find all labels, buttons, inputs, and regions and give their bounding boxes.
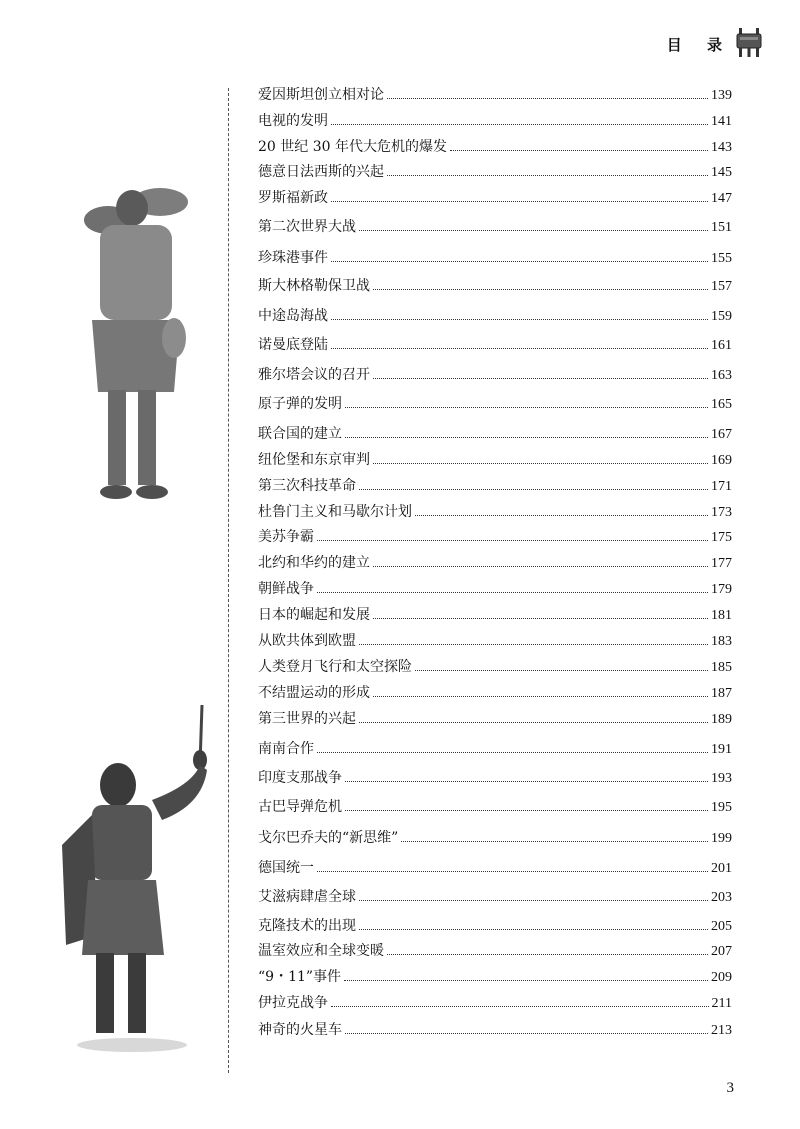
toc-entry[interactable] [258,994,732,1012]
toc-leader-dots [401,841,708,842]
toc-leader-dots [345,810,708,811]
toc-entry-page: 177 [711,556,732,571]
toc-leader-dots [345,781,708,782]
toc-leader-dots [373,289,708,290]
toc-entry-title: 雅尔塔会议的召开 [258,367,370,383]
toc-entry[interactable] [258,740,732,758]
toc-leader-dots [359,644,708,645]
toc-entry-title: “9・11”事件 [258,969,342,985]
toc-entry-page: 189 [711,712,732,727]
toc-entry-title: 德国统一 [258,860,314,876]
toc-leader-dots [317,540,708,541]
toc-leader-dots [373,463,708,464]
emperor-bronze-statue-image [52,705,212,1055]
toc-entry-page: 195 [711,800,732,815]
toc-leader-dots [345,407,708,408]
toc-entry[interactable] [258,1021,732,1039]
toc-entry-page: 175 [711,530,732,545]
toc-entry-title: 朝鲜战争 [258,581,314,597]
toc-entry-title: 艾滋病肆虐全球 [258,889,356,905]
toc-entry-title: 爱因斯坦创立相对论 [258,87,384,103]
toc-entry-page: 173 [711,505,732,520]
toc-leader-dots [317,752,708,753]
toc-entry-page: 145 [711,165,732,180]
toc-entry-title: 原子弹的发明 [258,396,342,412]
toc-entry-page: 207 [711,944,732,959]
toc-entry-title: 德意日法西斯的兴起 [258,164,384,180]
toc-leader-dots [373,566,708,567]
toc-leader-dots [344,980,708,981]
toc-entry-title: 第二次世界大战 [258,219,356,235]
toc-entry-page: 169 [711,453,732,468]
toc-leader-dots [387,954,708,955]
dashed-divider [228,88,229,1073]
toc-entry-page: 209 [711,970,732,985]
toc-entry[interactable] [258,218,732,236]
toc-entry-page: 147 [711,191,732,206]
toc-leader-dots [331,348,708,349]
toc-entry[interactable] [258,888,732,906]
toc-entry-title: 克隆技术的出现 [258,918,356,934]
toc-entry-title: 不结盟运动的形成 [258,685,370,701]
toc-entry-page: 201 [711,861,732,876]
toc-entry[interactable] [258,189,732,207]
toc-entry[interactable] [258,307,732,325]
toc-entry-page: 159 [711,309,732,324]
toc-entry-page: 187 [711,686,732,701]
toc-leader-dots [450,150,708,151]
toc-entry[interactable] [258,277,732,295]
toc-leader-dots [373,696,708,697]
toc-leader-dots [331,124,708,125]
toc-entry-title: 伊拉克战争 [258,995,328,1011]
toc-entry[interactable] [258,829,732,847]
toc-leader-dots [359,929,708,930]
toc-entry-page: 155 [711,251,732,266]
toc-entry-title: 古巴导弹危机 [258,799,342,815]
toc-entry-page: 205 [711,919,732,934]
toc-entry-page: 171 [711,479,732,494]
toc-entry-title: 日本的崛起和发展 [258,607,370,623]
toc-leader-dots [331,1006,709,1007]
toc-entry-title: 杜鲁门主义和马歇尔计划 [258,504,412,520]
toc-leader-dots [387,98,708,99]
toc-entry[interactable] [258,477,732,495]
toc-entry-title: 20 世纪 30 年代大危机的爆发 [258,139,447,155]
toc-entry-title: 第三次科技革命 [258,478,356,494]
toc-entry-title: 纽伦堡和东京审判 [258,452,370,468]
toc-entry[interactable] [258,112,732,130]
toc-entry-title: 珍珠港事件 [258,250,328,266]
toc-leader-dots [415,670,708,671]
page-header-title: 目 录 [666,36,732,54]
toc-entry-page: 211 [711,996,732,1011]
toc-entry-title: 戈尔巴乔夫的“新思维” [258,830,399,846]
toc-entry[interactable] [258,503,732,521]
toc-entry-page: 185 [711,660,732,675]
toc-leader-dots [373,618,708,619]
toc-entry[interactable] [258,606,732,624]
toc-entry-title: 人类登月飞行和太空探险 [258,659,412,675]
toc-leader-dots [317,592,708,593]
toc-leader-dots [331,319,708,320]
toc-entry-title: 诺曼底登陆 [258,337,328,353]
toc-entry-page: 161 [711,338,732,353]
toc-entry-page: 203 [711,890,732,905]
toc-entry-page: 157 [711,279,732,294]
toc-entry-title: 温室效应和全球变暖 [258,943,384,959]
toc-entry[interactable] [258,710,732,728]
toc-entry-title: 南南合作 [258,741,314,757]
toc-leader-dots [359,722,708,723]
toc-entry[interactable] [258,942,732,960]
toc-entry[interactable] [258,249,732,267]
toc-entry-page: 143 [711,140,732,155]
toc-entry[interactable] [258,395,732,413]
toc-entry-title: 从欧共体到欧盟 [258,633,356,649]
toc-leader-dots [415,515,708,516]
toc-leader-dots [317,871,708,872]
toc-leader-dots [345,1033,708,1034]
toc-entry-page: 193 [711,771,732,786]
toc-leader-dots [373,378,708,379]
page-number: 3 [726,1080,734,1096]
toc-entry[interactable] [258,425,732,443]
toc-leader-dots [331,201,708,202]
toc-entry[interactable] [258,366,732,384]
toc-entry[interactable] [258,769,732,787]
toc-entry-page: 183 [711,634,732,649]
toc-leader-dots [345,437,708,438]
toc-entry-page: 213 [711,1023,732,1038]
toc-entry-page: 191 [711,742,732,757]
toc-leader-dots [359,900,708,901]
toc-entry[interactable] [258,658,732,676]
toc-entry-title: 中途岛海战 [258,308,328,324]
toc-entry-title: 罗斯福新政 [258,190,328,206]
ding-vessel-icon [736,24,762,58]
toc-entry-title: 联合国的建立 [258,426,342,442]
toc-entry[interactable] [258,86,732,104]
toc-entry-title: 第三世界的兴起 [258,711,356,727]
toc-entry[interactable] [258,632,732,650]
toc-entry[interactable] [258,336,732,354]
toc-entry[interactable] [258,859,732,877]
toc-leader-dots [359,489,708,490]
toc-entry[interactable] [258,554,732,572]
toc-entry-page: 199 [711,831,732,846]
toc-entry-page: 167 [711,427,732,442]
toc-entry-page: 139 [711,88,732,103]
toc-entry-title: 斯大林格勒保卫战 [258,278,370,294]
toc-entry[interactable] [258,968,732,986]
toc-entry-title: 美苏争霸 [258,529,314,545]
toc-entry-title: 神奇的火星车 [258,1022,342,1038]
toc-entry[interactable] [258,138,732,156]
toc-entry-page: 163 [711,368,732,383]
toc-entry-title: 电视的发明 [258,113,328,129]
toc-entry[interactable] [258,917,732,935]
toc-entry[interactable] [258,528,732,546]
toc-leader-dots [331,261,708,262]
good-shepherd-statue-image [70,180,210,505]
toc-entry-page: 151 [711,220,732,235]
toc-entry-page: 141 [711,114,732,129]
toc-entry[interactable] [258,580,732,598]
toc-leader-dots [387,175,708,176]
toc-leader-dots [359,230,708,231]
toc-entry-page: 165 [711,397,732,412]
toc-entry[interactable] [258,451,732,469]
toc-entry[interactable] [258,798,732,816]
toc-entry-page: 179 [711,582,732,597]
toc-entry[interactable] [258,163,732,181]
toc-entry[interactable] [258,684,732,702]
toc-entry-title: 北约和华约的建立 [258,555,370,571]
toc-entry-title: 印度支那战争 [258,770,342,786]
toc-entry-page: 181 [711,608,732,623]
